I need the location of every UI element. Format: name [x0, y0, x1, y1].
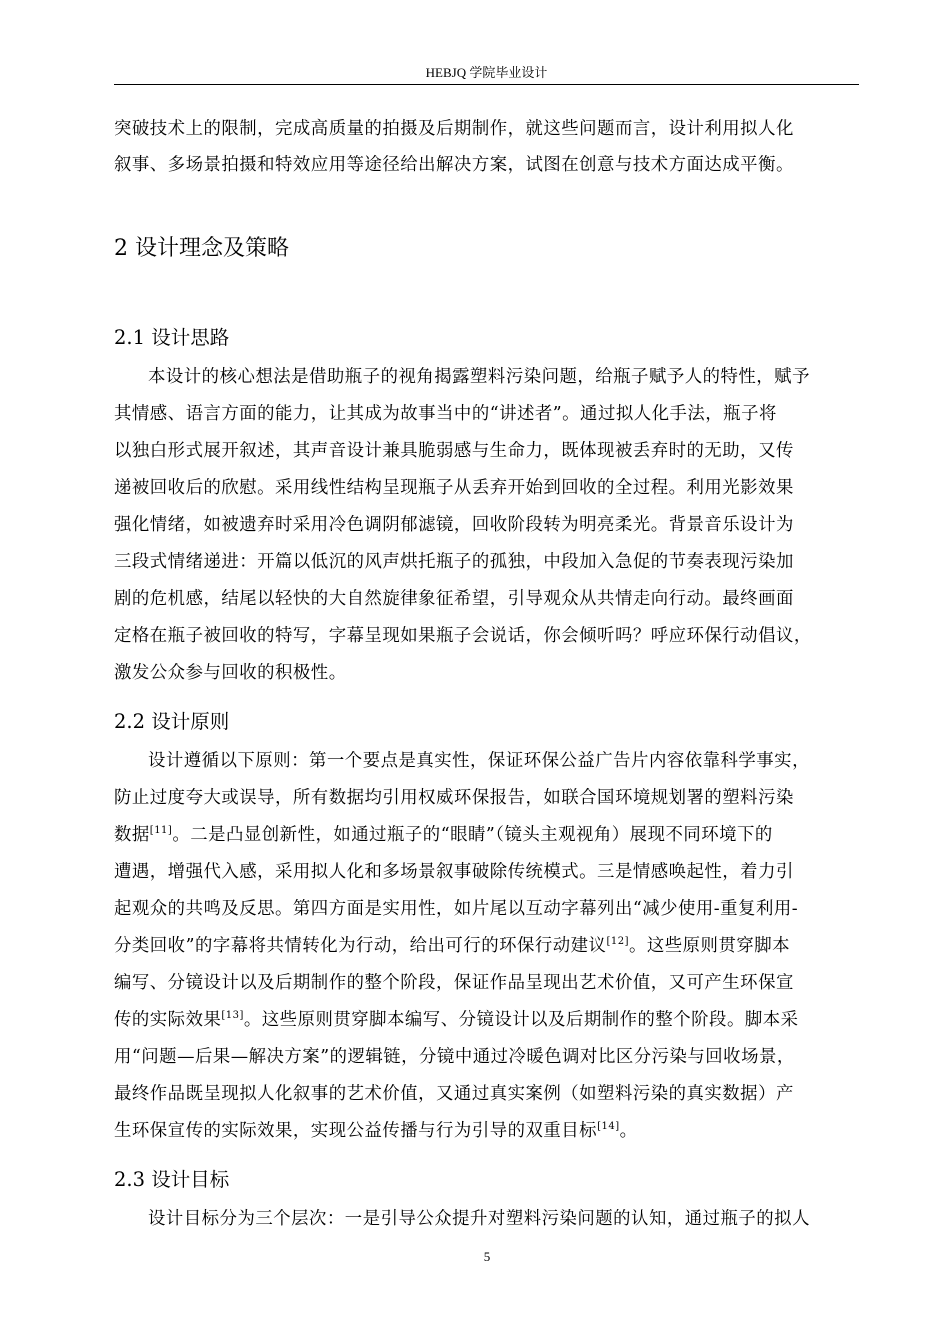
s21-line-8: 定格在瓶子被回收的特写，字幕呈现如果瓶子会说话，你会倾听吗？呼应环保行动倡议， — [114, 626, 812, 646]
s21-line-6: 三段式情绪递进：开篇以低沉的风声烘托瓶子的孤独，中段加入急促的节奏表现污染加 — [114, 552, 794, 572]
intro-line-1: 突破技术上的限制，完成高质量的拍摄及后期制作，就这些问题而言，设计利用拟人化 — [114, 119, 794, 139]
section-2-3-title: 2.3 设计目标 — [114, 1168, 230, 1191]
s22-line-3-a: 数据 — [114, 825, 150, 845]
s22-line-7: 编写、分镜设计以及后期制作的整个阶段，保证作品呈现出艺术价值，又可产生环保宣 — [114, 973, 794, 993]
s22-line-11-a: 生环保宣传的实际效果，实现公益传播与行为引导的双重目标 — [114, 1121, 598, 1141]
s23-line-1: 设计目标分为三个层次：一是引导公众提升对塑料污染问题的认知，通过瓶子的拟人 — [148, 1209, 810, 1229]
s22-line-8 — [114, 1009, 874, 1031]
citation-12: [12] — [606, 936, 629, 947]
citation-13: [13] — [221, 1010, 244, 1021]
s22-line-8-a: 传的实际效果 — [114, 1010, 222, 1030]
s22-line-3-b: 。二是凸显创新性，如通过瓶子的“眼睛”（镜头主观视角）展现不同环境下的 — [172, 825, 773, 845]
s22-line-6-b: 。这些原则贯穿脚本 — [628, 936, 791, 956]
s22-line-10: 最终作品既呈现拟人化叙事的艺术价值，又通过真实案例（如塑料污染的真实数据）产 — [114, 1084, 794, 1104]
s22-line-9: 用“问题—后果—解决方案”的逻辑链，分镜中通过冷暖色调对比区分污染与回收场景， — [114, 1047, 795, 1067]
s21-line-4: 递被回收后的欣慰。采用线性结构呈现瓶子从丢弃开始到回收的全过程。利用光影效果 — [114, 478, 794, 498]
citation-14: [14] — [597, 1121, 620, 1132]
intro-line-2: 叙事、多场景拍摄和特效应用等途径给出解决方案，试图在创意与技术方面达成平衡。 — [114, 155, 794, 175]
s22-line-2: 防止过度夸大或误导，所有数据均引用权威环保报告，如联合国环境规划署的塑料污染 — [114, 788, 794, 808]
s22-line-6-a: 分类回收”的字幕将共情转化为行动，给出可行的环保行动建议 — [114, 936, 607, 956]
s21-line-1: 本设计的核心想法是借助瓶子的视角揭露塑料污染问题，给瓶子赋予人的特性，赋予 — [148, 367, 810, 387]
running-header: HEBJQ 学院毕业设计 — [425, 65, 548, 80]
s21-line-7: 剧的危机感，结尾以轻快的大自然旋律象征希望，引导观众从共情走向行动。最终画面 — [114, 589, 794, 609]
s22-line-11 — [114, 1120, 874, 1142]
s21-line-2: 其情感、语言方面的能力，让其成为故事当中的“讲述者”。通过拟人化手法，瓶子将 — [114, 404, 777, 424]
citation-11: [11] — [149, 825, 173, 836]
s21-line-9: 激发公众参与回收的积极性。 — [114, 663, 347, 683]
s22-line-3 — [114, 824, 874, 846]
section-2-2-title: 2.2 设计原则 — [114, 710, 230, 733]
page-number: 5 — [483, 1249, 491, 1264]
section-2-1-title: 2.1 设计思路 — [114, 326, 230, 349]
s22-line-4: 遭遇，增强代入感，采用拟人化和多场景叙事破除传统模式。三是情感唤起性，着力引 — [114, 862, 794, 882]
s21-line-3: 以独白形式展开叙述，其声音设计兼具脆弱感与生命力，既体现被丢弃时的无助，又传 — [114, 441, 794, 461]
s22-line-5: 起观众的共鸣及反思。第四方面是实用性，如片尾以互动字幕列出“减少使用-重复利用- — [114, 899, 799, 919]
chapter-title: 2 设计理念及策略 — [114, 236, 289, 261]
s22-line-11-b: 。 — [619, 1121, 638, 1141]
header-rule — [114, 84, 859, 85]
s22-line-6 — [114, 935, 874, 957]
s22-line-1: 设计遵循以下原则：第一个要点是真实性，保证环保公益广告片内容依靠科学事实， — [148, 751, 810, 771]
s22-line-8-b: 。这些原则贯穿脚本编写、分镜设计以及后期制作的整个阶段。脚本采 — [243, 1010, 799, 1030]
s21-line-5: 强化情绪，如被遗弃时采用冷色调阴郁滤镜，回收阶段转为明亮柔光。背景音乐设计为 — [114, 515, 794, 535]
